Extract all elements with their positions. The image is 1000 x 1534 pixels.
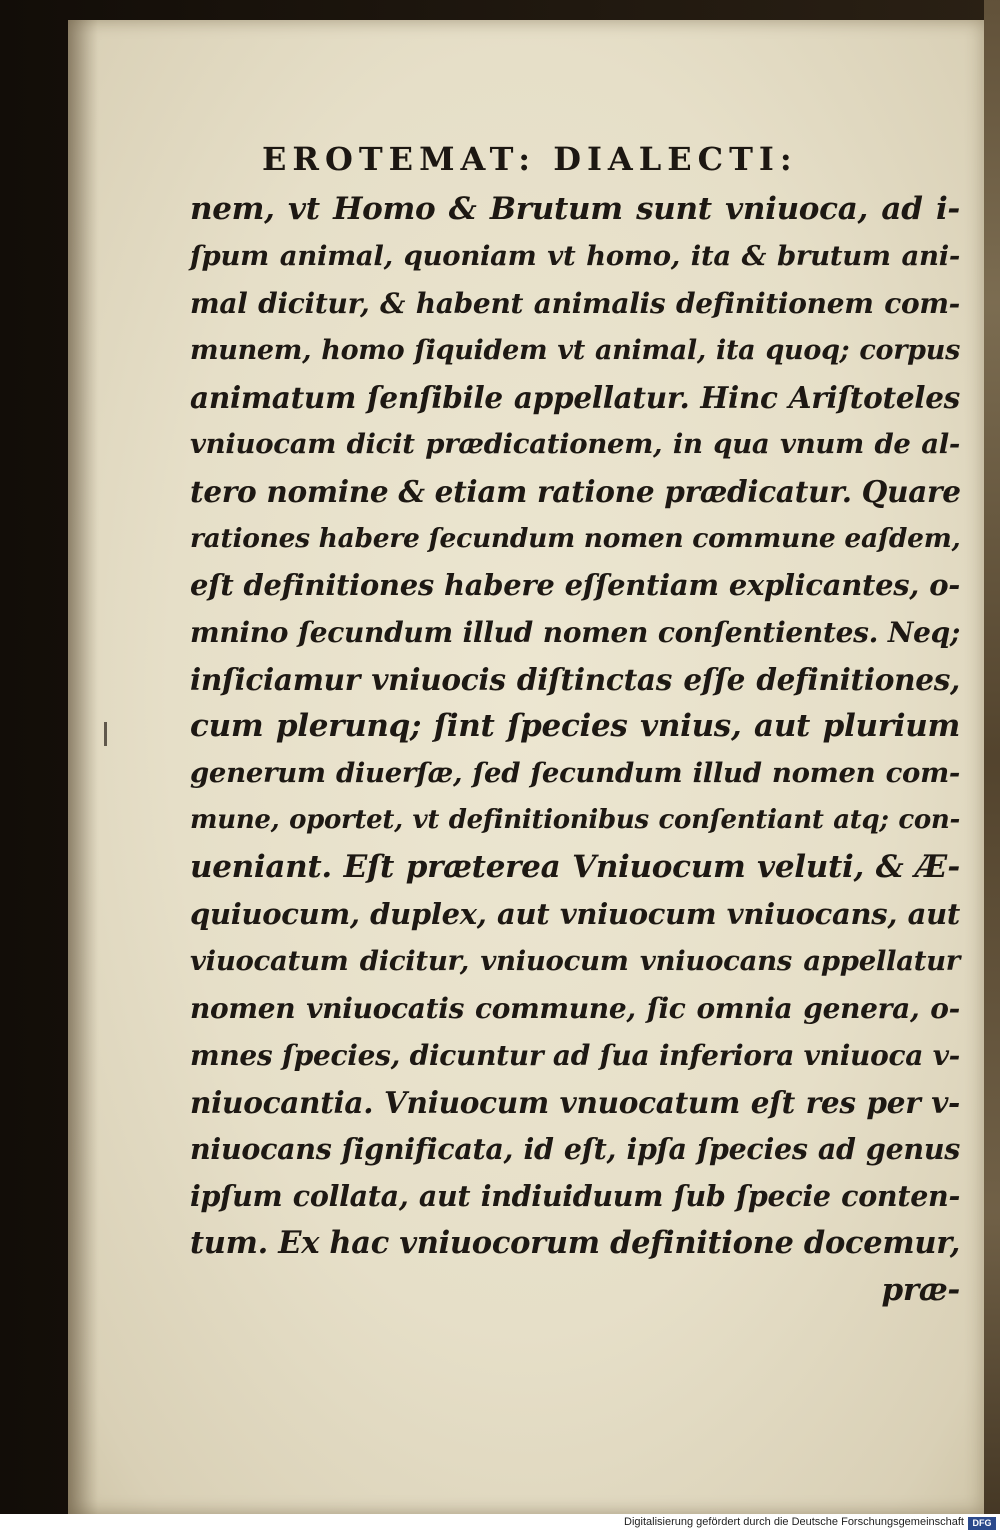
text-line: eſt definitiones habere eſſentiam explicantes, o- [190, 568, 960, 602]
text-line: mune, oportet, vt definitionibus conſentiant atq; con- [190, 805, 960, 835]
text-line: rationes habere ſecundum nomen commune eaſdem, [190, 523, 961, 554]
catchword: præ- [881, 1272, 960, 1308]
text-line: mnes ſpecies, dicuntur ad ſua inferiora vniuoca v- [190, 1039, 960, 1072]
text-line: viuocatum dicitur, vniuocum vniuocans appellatur [190, 945, 960, 977]
page-gutter-shadow [68, 20, 98, 1514]
text-line: niuocantia. Vniuocum vnuocatum eſt res per v- [190, 1085, 960, 1120]
text-line: generum diuerſæ, ſed ſecundum illud nomen com- [190, 757, 960, 789]
text-line: tum. Ex hac vniuocorum definitione docemur, [190, 1225, 961, 1261]
running-head: EROTEMAT: DIALECTI: [262, 140, 798, 178]
text-line: cum plerunq; ſint ſpecies vnius, aut plurium [190, 708, 960, 744]
funding-notice: Digitalisierung gefördert durch die Deutsche Forschungsgemeinschaft [624, 1516, 964, 1528]
text-line: inſiciamur vniuocis diſtinctas eſſe definitiones, [190, 662, 960, 697]
text-line: niuocans ſignificata, id eſt, ipſa ſpecies ad genus [190, 1132, 960, 1166]
book-binding-edge [984, 0, 1000, 1514]
margin-mark [104, 722, 107, 746]
text-line: nomen vniuocatis commune, ſic omnia genera, o- [190, 992, 960, 1025]
dfg-logo: DFG [968, 1517, 996, 1530]
text-line: vniuocam dicit prædicationem, in qua vnum de al- [190, 428, 960, 460]
text-line: quiuocum, duplex, aut vniuocum vniuocans, aut [190, 897, 960, 931]
text-line: ipſum collata, aut indiuiduum ſub ſpecie conten- [190, 1179, 960, 1213]
text-line: nem, vt Homo & Brutum sunt vniuoca, ad i- [190, 191, 960, 227]
text-line: munem, homo ſiquidem vt animal, ita quoq; corpus [190, 335, 960, 366]
text-line: ueniant. Eſt præterea Vniuocum veluti, & Æ- [190, 849, 960, 885]
text-line: tero nomine & etiam ratione prædicatur. Quare [190, 474, 961, 509]
text-line: animatum ſenſibile appellatur. Hinc Ariſtoteles [190, 380, 960, 415]
text-line: ſpum animal, quoniam vt homo, ita & brutum ani- [190, 240, 960, 272]
text-line: mal dicitur, & habent animalis definitionem com- [190, 287, 960, 320]
page-body-text [190, 186, 960, 1314]
text-line: mnino ſecundum illud nomen conſentientes. Neq; [190, 616, 960, 649]
footer-bar [0, 1514, 1000, 1534]
